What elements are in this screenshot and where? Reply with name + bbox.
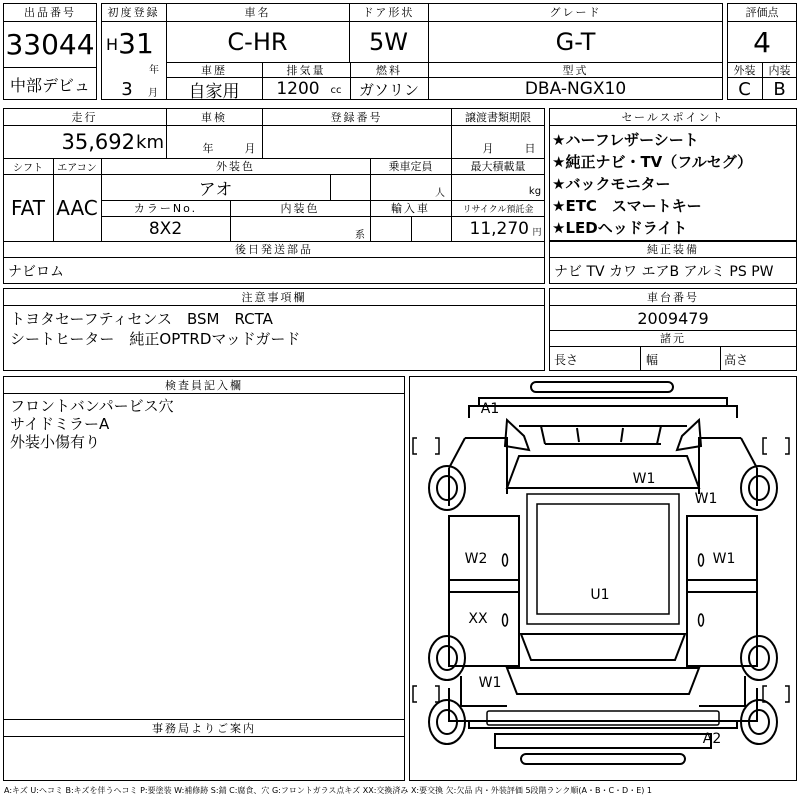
damage-mark: W1 (712, 551, 736, 567)
history: 自家用 (188, 81, 240, 102)
inspection-month: 月 (244, 142, 256, 155)
reg-era: H (105, 34, 119, 54)
notes-title: 注意事項欄 (241, 290, 307, 304)
int-label: 内装 (768, 63, 791, 77)
inspection-year: 年 (202, 142, 214, 155)
recycle-label: リサイクル預託金 (462, 204, 534, 215)
reg-month-unit: 月 (148, 87, 158, 99)
reg-label: 初度登録 (107, 6, 160, 19)
dims-title: 諸元 (660, 332, 686, 345)
load-label: 最大積載量 (470, 160, 526, 173)
import-label: 輸入車 (391, 202, 430, 215)
damage-mark: XX (468, 611, 488, 627)
mileage: 35,692 (61, 130, 135, 154)
chassis-number: 2009479 (637, 308, 709, 328)
transfer-label: 譲渡書類期限 (465, 110, 531, 124)
length-label: 長さ (554, 352, 579, 367)
mileage-label: 走行 (71, 110, 98, 124)
fuel-label: 燃料 (376, 63, 402, 77)
office-title: 事務局よりご案内 (152, 721, 256, 735)
load-unit: kg (528, 185, 542, 197)
transfer-day: 日 (524, 142, 536, 155)
height-label: 高さ (724, 352, 749, 367)
damage-mark: W1 (632, 471, 656, 487)
damage-mark: W1 (478, 675, 502, 691)
int-color-unit: 系 (355, 229, 365, 241)
damage-mark: A1 (480, 401, 500, 417)
recycle: 11,270 (469, 219, 529, 239)
grade-label: グレード (549, 6, 602, 19)
ac-label: エアコン (57, 162, 97, 174)
color-no-label: カラーNo. (133, 202, 198, 215)
door-label: ドア形状 (362, 6, 415, 19)
score-label: 評価点 (745, 6, 779, 19)
damage-mark: A2 (702, 731, 722, 747)
car-name: C-HR (227, 28, 288, 56)
equipment-items: ナビ TV カワ エアB アルミ PS PW (554, 264, 774, 280)
notes-line: シートヒーター 純正OPTRDマッドガード (10, 329, 301, 348)
model-label: 型式 (562, 63, 589, 77)
history-label: 車歴 (201, 63, 227, 77)
sales-point-item: ★バックモニター (552, 174, 671, 193)
displacement-label: 排気量 (286, 63, 326, 77)
sales-point-item: ★ハーフレザーシート (552, 130, 699, 149)
int-color-label: 内装色 (280, 202, 320, 215)
reg-month: 3 (121, 78, 133, 100)
later-parts-label: 後日発送部品 (235, 243, 313, 256)
int-score: B (773, 78, 786, 100)
equipment-title: 純正装備 (647, 243, 699, 256)
recycle-unit: 円 (532, 227, 542, 238)
reg-year-unit: 年 (149, 64, 159, 76)
inspector-title: 検査員記入欄 (165, 378, 243, 392)
later-parts: ナビロム (8, 264, 64, 280)
door-type: 5W (369, 28, 408, 56)
capacity-label: 乗車定員 (388, 160, 433, 173)
displacement: 1200 (276, 79, 320, 99)
damage-mark: W1 (694, 491, 718, 507)
sales-point-item: ★LEDヘッドライト (552, 218, 688, 237)
damage-mark: U1 (590, 587, 610, 603)
debut-text: 中部デビュ (9, 75, 90, 95)
reg-year: 31 (118, 26, 154, 60)
legend: A:キズ U:ヘコミ B:キズを伴うヘコミ P:要塗装 W:補修跡 S:錆 C:腐食、穴 G:フロントガラス点キズ XX:交換済み X:要交換 欠:欠品 内・外装評価 5段階ランク順(A・B・C・D・E) 1 (4, 785, 653, 795)
shift-label: シフト (13, 162, 43, 174)
displacement-unit: cc (330, 84, 342, 96)
width-label: 幅 (646, 352, 659, 367)
inspector-line: 外装小傷有り (10, 432, 101, 451)
lot-label: 出品番号 (24, 6, 76, 19)
car-diagram (409, 376, 797, 781)
color-no: 8X2 (148, 219, 183, 239)
sales-points-title: セールスポイント (621, 110, 725, 124)
name-label: 車名 (244, 6, 271, 19)
transfer-month: 月 (482, 142, 494, 155)
inspection-label: 車検 (201, 110, 227, 124)
inspector-line: サイドミラーA (10, 414, 110, 433)
capacity-unit: 人 (435, 187, 445, 199)
color: アオ (198, 180, 233, 200)
mileage-unit: km (136, 131, 164, 153)
score: 4 (753, 25, 771, 59)
sales-point-item: ★ETC スマートキー (552, 196, 702, 215)
inspector-line: フロントバンパービス穴 (10, 396, 174, 415)
fuel: ガソリン (358, 80, 419, 99)
model: DBA-NGX10 (524, 79, 627, 99)
damage-mark: W2 (464, 551, 488, 567)
shift: FAT (10, 196, 45, 220)
notes-line: トヨタセーフティセンス BSM RCTA (10, 309, 273, 328)
grade: G-T (555, 28, 596, 56)
lot-number: 33044 (5, 28, 95, 61)
plate-label: 登録番号 (330, 110, 383, 124)
ext-score: C (738, 78, 751, 100)
chassis-title: 車台番号 (647, 290, 699, 304)
ext-label: 外装 (733, 63, 756, 77)
color-label: 外装色 (216, 160, 255, 173)
sales-point-item: ★純正ナビ・TV（フルセグ） (552, 152, 753, 171)
ac: AAC (56, 196, 98, 220)
